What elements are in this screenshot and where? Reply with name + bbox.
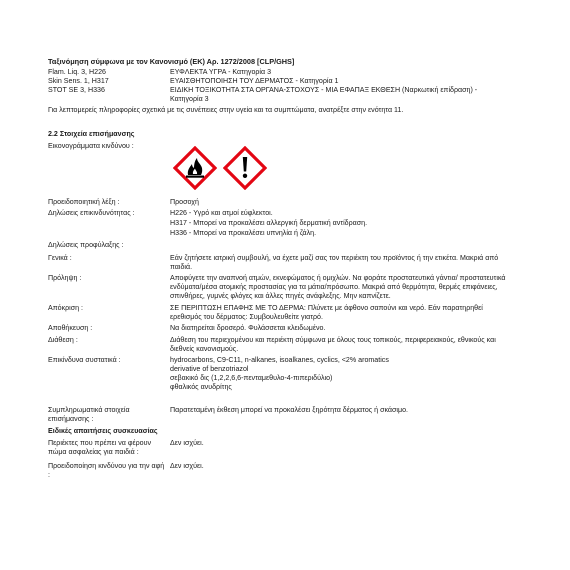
ingredient-item: σεβακικό δις (1,2,2,6,6-πενταμεθυλο-4-πιπεριδύλιο)	[170, 374, 333, 382]
response-label: Απόκριση :	[48, 304, 83, 312]
tactile-warning-value: Δεν ισχύει.	[170, 462, 204, 470]
packaging-heading: Ειδικές απαιτήσεις συσκευασίας	[48, 427, 158, 435]
classification-code: STOT SE 3, H336	[48, 86, 105, 94]
classification-code: Skin Sens. 1, H317	[48, 77, 109, 85]
general-text: Εάν ζητήσετε ιατρική συμβουλή, να έχετε μαζί σας τον περιέκτη του προϊόντος ή την ετικέτα. Μακριά από παιδιά.	[170, 254, 499, 271]
disposal-text: Διάθεση του περιεχομένου και περιέκτη σύμφωνα με όλους τους τοπικούς, περιφερειακούς, εθνικούς και διεθνείς κανονισμούς.	[170, 336, 496, 353]
pictograms-label: Εικονογράμματα κινδύνου :	[48, 142, 134, 150]
hazard-statement: H336 - Μπορεί να προκαλέσει υπνηλία ή ζάλη.	[170, 229, 317, 237]
label-section-heading: 2.2 Στοιχεία επισήμανσης	[48, 130, 135, 138]
classification-desc: ΕΙΔΙΚΗ ΤΟΞΙΚΟΤΗΤΑ ΣΤΑ ΟΡΓΑΝΑ-ΣΤΟΧΟΥΣ - ΜΙΑ ΕΦΑΠΑΞ ΕΚΘΕΣΗ (Ναρκωτική επίδραση) -	[170, 86, 478, 94]
general-label: Γενικά :	[48, 254, 72, 262]
health-note: Για λεπτομερείς πληροφορίες σχετικά με τις συνέπειες στην υγεία και τα συμπτώματα, ανατρέξτε στην ενότητα 11.	[48, 106, 404, 114]
child-resistant-value: Δεν ισχύει.	[170, 439, 204, 447]
ingredient-item: derivative of benzotriazol	[170, 365, 249, 373]
ingredient-item: hydrocarbons, C9-C11, n-alkanes, isoalkanes, cyclics, <2% aromatics	[170, 356, 389, 364]
flame-pictogram	[173, 146, 217, 190]
storage-label: Αποθήκευση :	[48, 324, 93, 332]
classification-code: Flam. Liq. 3, H226	[48, 68, 106, 76]
hazard-statement: H317 - Μπορεί να προκαλέσει αλλεργική δερματική αντίδραση.	[170, 219, 368, 227]
exclamation-pictogram	[223, 146, 267, 190]
ingredients-label: Επικίνδυνα συστατικά :	[48, 356, 121, 364]
hazard-statement: H226 - Υγρό και ατμοί εύφλεκτοι.	[170, 209, 273, 217]
hazard-statements-label: Δηλώσεις επικινδυνότητας :	[48, 209, 135, 217]
supplemental-label: Συμπληρωματικά στοιχεία επισήμανσης :	[48, 406, 130, 423]
supplemental-text: Παρατεταμένη έκθεση μπορεί να προκαλέσει ξηρότητα δέρματος ή σκάσιμο.	[170, 406, 408, 414]
classification-desc-cont: Κατηγορία 3	[170, 95, 209, 103]
classification-title: Ταξινόμηση σύμφωνα με τον Κανονισμό (ΕΚ) Αρ. 1272/2008 [CLP/GHS]	[48, 57, 295, 66]
tactile-warning-label: Προειδοποίηση κινδύνου για την αφή :	[48, 462, 165, 479]
prevention-text: Αποφύγετε την αναπνοή ατμών, εκνεφώματος ή ομιχλών. Να φοράτε προστατευτικά γάντια/ προστατευτικά ενδύματα/μέσα ατομικής προστασίας για τα μάτια/πρόσωπο. Μακριά από θερμότητα, θερμές επιφάνειες, σπινθήρες, γυμνές φλόγες και άλλες πηγές ανάφλεξης. Μην καπνίζετε.	[170, 274, 506, 300]
classification-desc: ΕΥΑΙΣΘΗΤΟΠΟΙΗΣΗ ΤΟΥ ΔΕΡΜΑΤΟΣ - Κατηγορία 1	[170, 77, 339, 85]
signal-word: Προσοχή	[170, 198, 199, 206]
child-resistant-label: Περιέκτες που πρέπει να φέρουν πώμα ασφαλείας για παιδιά :	[48, 439, 152, 456]
precautionary-label: Δηλώσεις προφύλαξης :	[48, 241, 124, 249]
signal-word-label: Προειδοποιητική λέξη :	[48, 198, 120, 206]
classification-desc: ΕΥΦΛΕΚΤΑ ΥΓΡΑ - Κατηγορία 3	[170, 68, 272, 76]
ingredient-item: φθαλικός ανυδρίτης	[170, 383, 232, 391]
prevention-label: Πρόληψη :	[48, 274, 82, 282]
disposal-label: Διάθεση :	[48, 336, 78, 344]
storage-text: Να διατηρείται δροσερό. Φυλάσσεται κλειδωμένο.	[170, 324, 326, 332]
response-text: ΣΕ ΠΕΡΙΠΤΩΣΗ ΕΠΑΦΗΣ ΜΕ ΤΟ ΔΕΡΜΑ: Πλύνετε με άφθονο σαπούνι και νερό. Εάν παρατηρηθεί ερεθισμός του δέρματος: Συμβουλευθείτε γιατρό.	[170, 304, 483, 321]
